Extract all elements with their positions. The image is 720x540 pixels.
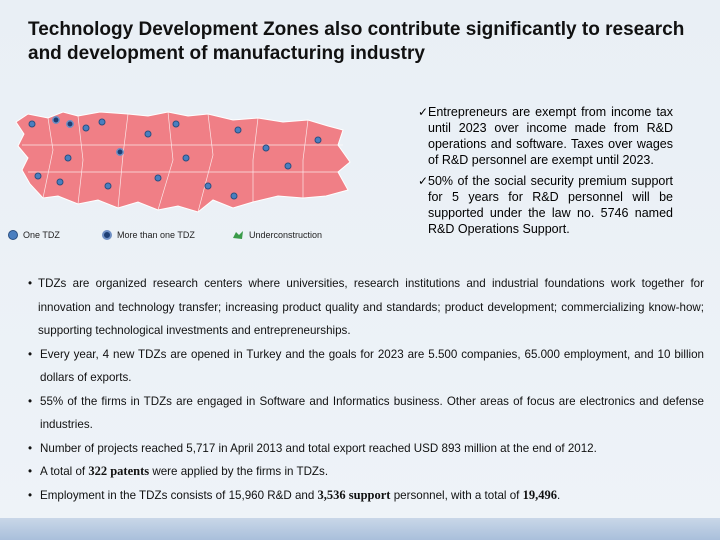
under-construction-icon <box>232 230 244 240</box>
total-count: 19,496 <box>522 487 557 502</box>
incentive-item <box>418 104 673 168</box>
list-item <box>28 460 704 484</box>
map-land <box>16 112 350 212</box>
check-icon: ✓ <box>418 174 429 188</box>
support-count: 3,536 support <box>317 487 391 502</box>
legend-multi-label: More than one TDZ <box>117 230 195 240</box>
list-item-text: personnel, with a total of <box>390 488 523 502</box>
list-item <box>28 484 704 508</box>
tdz-facts-list <box>28 272 704 507</box>
bullet-icon: • <box>28 347 33 361</box>
list-item-text: . <box>556 488 561 502</box>
list-item-text: Employment in the TDZs consists of 15,960 R&D and <box>40 488 318 502</box>
legend-one-label: One TDZ <box>23 230 60 240</box>
list-item-text: Number of projects reached 5,717 in April 2013 and total export reached USD 893 million at the end of 2012. <box>40 441 597 455</box>
bullet-icon: • <box>28 394 33 408</box>
bullet-icon: • <box>28 465 33 478</box>
list-item <box>28 437 704 461</box>
bullet-icon: • <box>28 441 33 455</box>
patents-count: 322 patents <box>88 464 150 478</box>
legend-under-label: Underconstruction <box>249 230 323 240</box>
one-tdz-icon <box>8 230 18 240</box>
legend-multi-tdz <box>102 230 195 240</box>
list-item-text: were applied by the firms in TDZs. <box>149 465 329 478</box>
check-icon: ✓ <box>418 105 429 119</box>
incentive-item <box>418 173 673 237</box>
turkey-map <box>8 100 358 220</box>
page-title: Technology Development Zones also contribute significantly to research and development of manufacturing industry <box>28 19 685 64</box>
legend-under-construction <box>232 230 322 240</box>
list-item-text: Every year, 4 new TDZs are opened in Turkey and the goals for 2023 are 5.500 companies, 65.000 employment, and 10 billion dollars of exports. <box>40 347 704 384</box>
incentives-list <box>418 104 673 242</box>
list-item-text: A total of <box>40 465 89 478</box>
list-item-text: 55% of the firms in TDZs are engaged in Software and Informatics business. Other areas of focus are electronics and defense industries. <box>40 394 704 431</box>
footer-bar <box>0 518 720 540</box>
legend-one-tdz <box>8 230 60 240</box>
list-item <box>28 390 704 437</box>
list-item-text: TDZs are organized research centers where universities, research institutions and industrial foundations work together for innovation and technology transfer; increasing product quality and standards; product development; commercializing know-how; supporting technological investments and entrepreneurships. <box>38 277 704 337</box>
bullet-icon: • <box>28 488 33 502</box>
incentive-text: 50% of the social security premium support for 5 years for R&D personnel will be supported under the law no. 5746 named R&D Operations Support. <box>428 174 673 236</box>
multi-tdz-icon <box>102 230 112 240</box>
list-item <box>28 343 704 390</box>
incentive-text: Entrepreneurs are exempt from income tax until 2023 over income made from R&D operations and software. Taxes over wages of R&D personnel are exempt until 2023. <box>428 105 673 167</box>
bullet-icon: • <box>28 277 33 290</box>
list-item <box>28 272 704 343</box>
